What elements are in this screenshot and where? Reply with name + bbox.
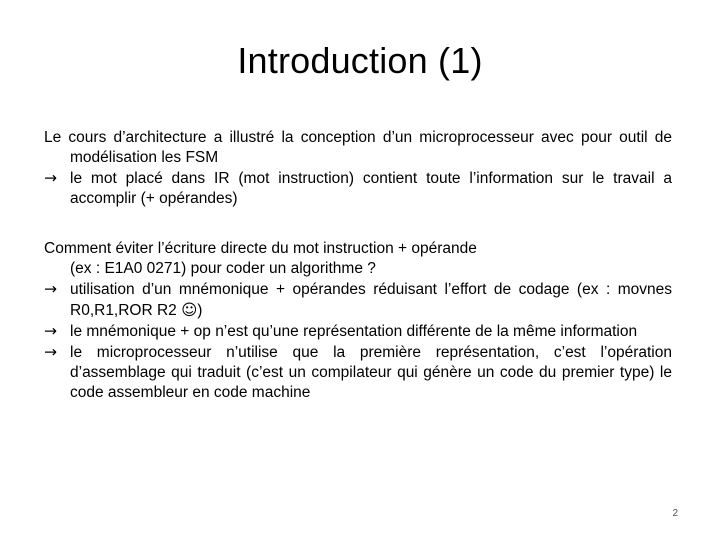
bullet-mnemonic: [44, 279, 672, 321]
intro-text: [44, 128, 672, 168]
bullet-mnemonic-end: ): [197, 302, 203, 319]
bullet-ir-word-text: le mot placé dans IR (mot instruction) contient toute l’information sur le travail a accomplir (+ opérandes): [70, 170, 672, 207]
arrow-icon: →: [44, 169, 57, 187]
bullet-assembly-text: le microprocesseur n’utilise que la première représentation, c’est l’opération d’assemblage qui traduit (c’est un compilateur qui génère un code du premier type) le code assembleur en code machine: [70, 344, 672, 401]
slide-body: [44, 128, 672, 403]
bullet-representation: [44, 321, 672, 342]
arrow-icon: →: [44, 322, 57, 340]
paragraph-mnemonic: [44, 239, 672, 403]
smiley-icon: ☺: [181, 301, 198, 319]
slide-title: Introduction (1): [237, 40, 483, 81]
intro-text-content: Le cours d’architecture a illustré la conception d’un microprocesseur avec pour outil de modélisation les FSM: [44, 129, 672, 166]
paragraph-fsm: [44, 128, 672, 209]
question-line-1: Comment éviter l’écriture directe du mot instruction + opérande: [44, 240, 477, 257]
arrow-icon: →: [44, 280, 57, 298]
bullet-ir-word: [44, 168, 672, 209]
question-line-2: (ex : E1A0 0271) pour coder un algorithme ?: [70, 260, 376, 277]
page-number: 2: [672, 508, 678, 519]
bullet-assembly: [44, 342, 672, 403]
arrow-icon: →: [44, 343, 57, 361]
bullet-representation-text: le mnémonique + op n’est qu’une représentation différente de la même information: [70, 323, 638, 340]
bullet-mnemonic-text: utilisation d’un mnémonique + opérandes réduisant l’effort de codage (ex : movnes R0,R1,ROR R2: [70, 281, 672, 319]
